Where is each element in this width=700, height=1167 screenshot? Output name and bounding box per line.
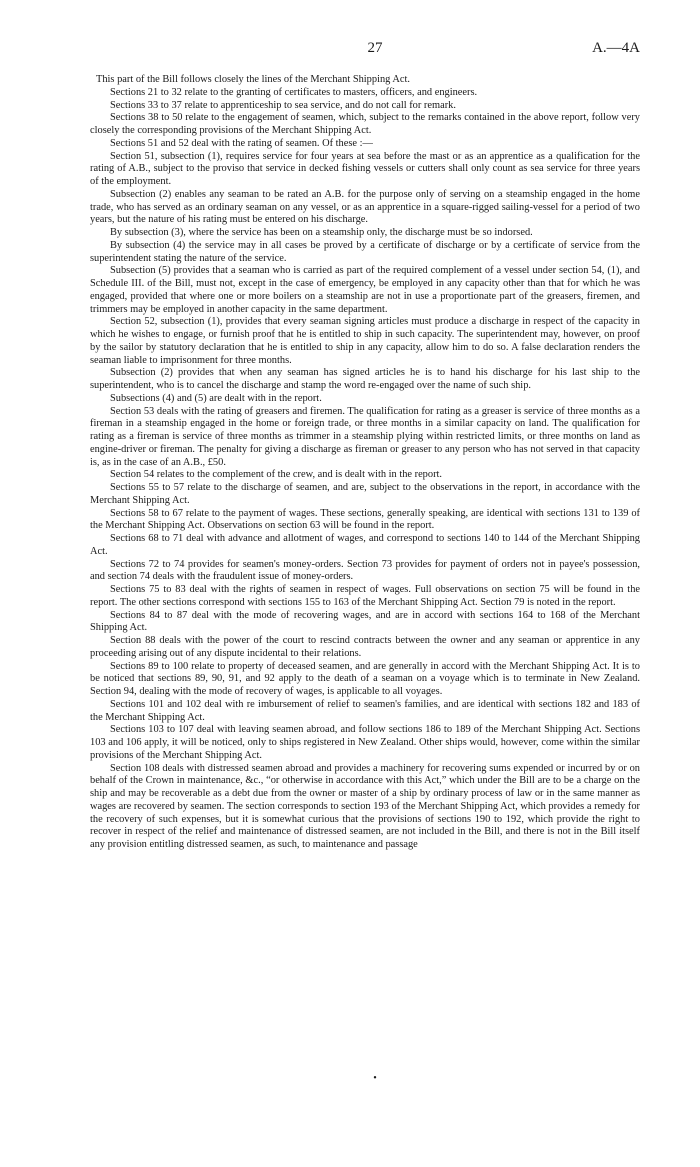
page-number: 27 bbox=[367, 40, 383, 56]
footer-mark: • bbox=[373, 1073, 377, 1084]
body-text bbox=[90, 74, 640, 852]
paragraph: Subsection (5) provides that a seaman who is carried as part of the required complement of a vessel under section 54, (1), and Schedule III. of the Bill, must not, except in the case of emergency, be employed in any capacity other than that for which he was engaged, provided that where one or more boilers on a steamship are not in use a proportionate part of the greasers, firemen, and trimmers may be employed in another capacity in the same department. bbox=[90, 265, 640, 315]
paragraph: Sections 75 to 83 deal with the rights of seamen in respect of wages. Full observations on section 75 will be found in the report. The other sections correspond with sections 155 to 163 of the Merchant Shipping Act. Section 79 is noted in the report. bbox=[90, 584, 640, 608]
paragraph: Sections 55 to 57 relate to the discharge of seamen, and are, subject to the observations in the report, in accordance with the Merchant Shipping Act. bbox=[90, 482, 640, 506]
paragraph: Sections 58 to 67 relate to the payment of wages. These sections, generally speaking, are identical with sections 131 to 139 of the Merchant Shipping Act. Observations on section 63 will be found in the report. bbox=[90, 507, 640, 532]
paragraph: Subsection (2) provides that when any seaman has signed articles he is to hand his discharge for his last ship to the superintendent, who is to cancel the discharge and stamp the word re-engaged over the name of such ship. bbox=[90, 367, 640, 391]
paragraph: Section 108 deals with distressed seamen abroad and provides a machinery for recovering sums expended or incurred by or on behalf of the Crown in maintenance, &c., “or otherwise in accordance with this Act,” which under the Bill are to be a charge on the ship and may be recoverable as a debt due from the owner or master of a ship by ordinary process of law or in the same manner as wages are recovered by seamen. The section corresponds to section 193 of the Merchant Shipping Act, which provides a remedy for the recovery of such expenses, but it is somewhat curious that the provisions of sections 190 to 192, which provide the right to recover in respect of the relief and maintenance of distressed seamen, are not included in the Bill, and there is not in the Bill itself any provision entitling distressed seamen, as such, to maintenance and passage bbox=[90, 762, 640, 850]
paragraph: Sections 89 to 100 relate to property of deceased seamen, and are generally in accord with the Merchant Shipping Act. It is to be noticed that sections 89, 90, 91, and 92 apply to the death of a seaman on a voyage which is to terminate in New Zealand. Section 94, dealing with the mode of recovery of wages, is applicable to all voyages. bbox=[90, 660, 640, 697]
paragraph: This part of the Bill follows closely the lines of the Merchant Shipping Act. bbox=[96, 74, 410, 85]
paragraph: Sections 72 to 74 provides for seamen's money-orders. Section 73 provides for payment of orders not in payee's possession, and section 74 deals with the fraudulent issue of money-orders. bbox=[90, 558, 640, 583]
paragraph: Subsection (2) enables any seaman to be rated an A.B. for the purpose only of serving on a steamship engaged in the home trade, who has served as an ordinary seaman on any vessel, or as an apprentice in a square-rigged sailing-vessel for a period of two years, but the nature of his rating must be entered on his discharge. bbox=[90, 188, 640, 226]
paragraph: Subsections (4) and (5) are dealt with in the report. bbox=[110, 392, 322, 404]
paragraph: Section 51, subsection (1), requires service for four years at sea before the mast or as an apprentice as a qualification for the rating of A.B., subject to the proviso that service in decked fishing vessels or cutters shall only count as sea service for three years of the employment. bbox=[90, 150, 640, 187]
paragraph: Sections 101 and 102 deal with re imbursement of relief to seamen's families, and are identical with sections 182 and 183 of the Merchant Shipping Act. bbox=[90, 698, 640, 723]
paragraph: Sections 68 to 71 deal with advance and allotment of wages, and correspond to sections 140 to 144 of the Merchant Shipping Act. bbox=[90, 533, 640, 557]
paragraph: Section 54 relates to the complement of the crew, and is dealt with in the report. bbox=[110, 469, 443, 481]
paragraph: By subsection (4) the service may in all cases be proved by a certificate of discharge or by a certificate of service from the superintendent stating the nature of the service. bbox=[90, 239, 640, 264]
paragraph: By subsection (3), where the service has been on a steamship only, the discharge must be so indorsed. bbox=[110, 227, 533, 238]
paragraph: Sections 38 to 50 relate to the engagement of seamen, which, subject to the remarks contained in the above report, follow very closely the corresponding provisions of the Merchant Shipping Act. bbox=[90, 112, 640, 136]
paragraph: Section 52, subsection (1), provides that every seaman signing articles must produce a discharge in respect of the capacity in which he wishes to engage, or furnish proof that he is entitled to ship in such capacity. The superintendent may, however, on proof by the sailor by statutory declaration that he is entitled to ship in any capacity, allow him to do so. A false declaration renders the seaman liable to imprisonment for three months. bbox=[90, 316, 640, 366]
paragraph: Section 53 deals with the rating of greasers and firemen. The qualification for rating as a greaser is service of three months as a fireman in a steamship engaged in the home or foreign trade, or three months in a similar capacity on land. The qualification for rating as a fireman is service of three months as trimmer in a steamship plying within restricted limits, or three months on land as engine-driver or fireman. The penalty for giving a discharge as fireman or greaser to any person who has not served in that capacity is, as in the case of an A.B., £50. bbox=[90, 405, 640, 468]
paragraph: Section 88 deals with the power of the court to rescind contracts between the owner and any seaman or apprentice in any proceeding arising out of any dispute incidental to their relations. bbox=[90, 635, 640, 659]
paragraph: Sections 84 to 87 deal with the mode of recovering wages, and are in accord with sections 164 to 168 of the Merchant Shipping Act. bbox=[90, 609, 640, 634]
paragraph: Sections 21 to 32 relate to the granting of certificates to masters, officers, and engineers. bbox=[110, 86, 478, 98]
paragraph: Sections 33 to 37 relate to apprenticeship to sea service, and do not call for remark. bbox=[110, 99, 456, 111]
page-header bbox=[90, 40, 640, 66]
document-reference: A.—4A bbox=[592, 40, 640, 56]
paragraph: Sections 103 to 107 deal with leaving seamen abroad, and follow sections 186 to 189 of the Merchant Shipping Act. Sections 103 and 106 apply, it will be noticed, only to ships registered in New Zealand. Other ships would, however, come within the similar provisions of the Merchant Shipping Act. bbox=[90, 724, 640, 761]
paragraph: Sections 51 and 52 deal with the rating of seamen. Of these :— bbox=[110, 137, 373, 149]
